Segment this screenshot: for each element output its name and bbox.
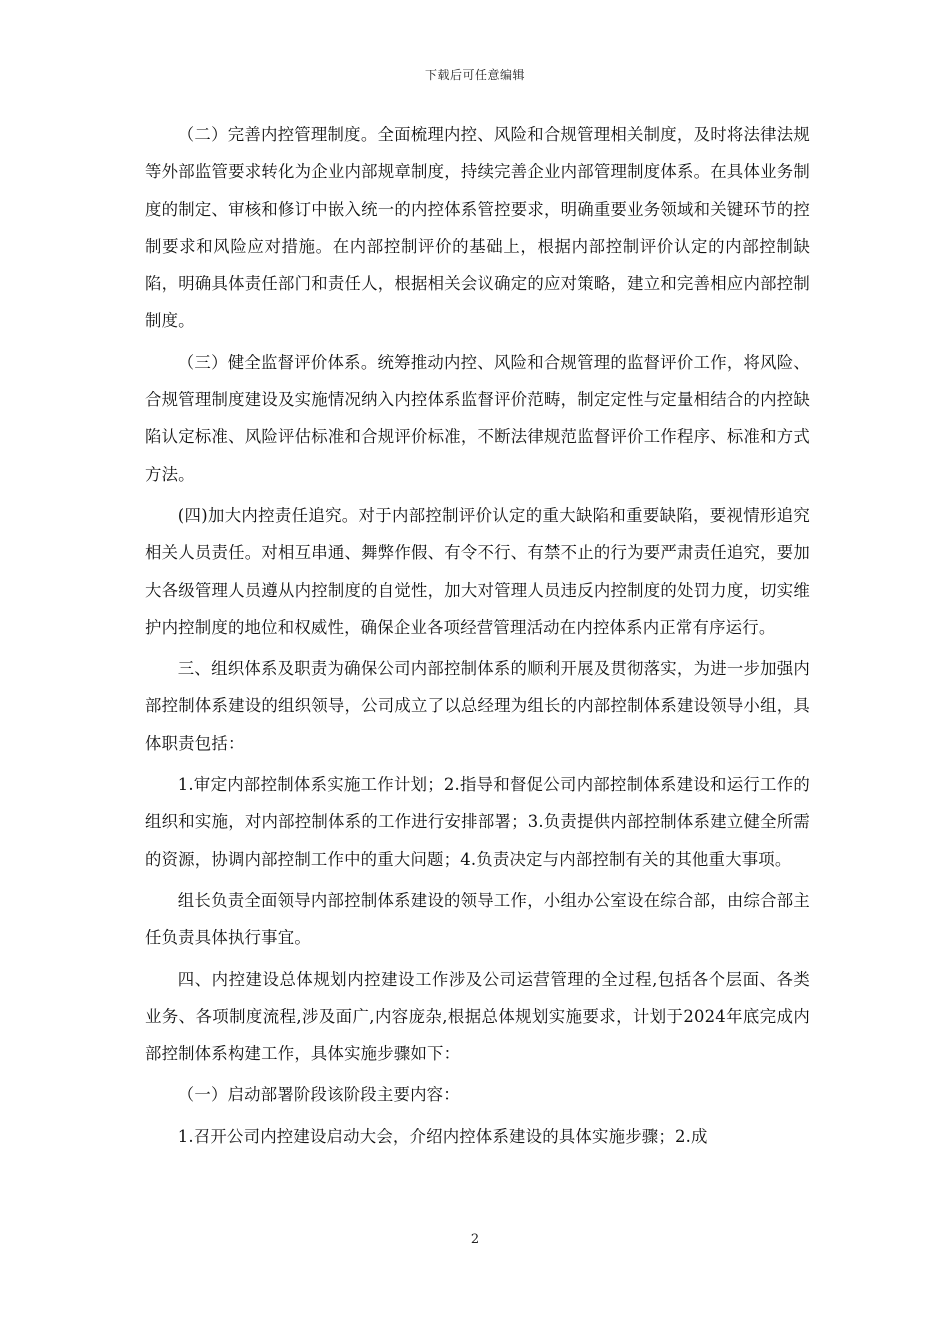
paragraph-supervision-evaluation-system: （三）健全监督评价体系。统筹推动内控、风险和合规管理的监督评价工作，将风险、合规管理制度建设及实施情况纳入内控体系监督评价范畴，制定定性与定量相结合的内控缺陷认定标准、风险评估标准和合规评价标准，不断法律规范监督评价工作程序、标准和方式方法。 xyxy=(145,352,810,484)
paragraph-launch-phase: （一）启动部署阶段该阶段主要内容： xyxy=(177,1085,460,1105)
paragraph-overall-plan: 四、内控建设总体规划内控建设工作涉及公司运营管理的全过程,包括各个层面、各类业务、各项制度流程,涉及面广,内容庞杂,根据总体规划实施要求，计划于2024年底完成内部控制体系构建工作，具体实施步骤如下： xyxy=(145,969,810,1064)
paragraph-responsibilities-list: 1.审定内部控制体系实施工作计划；2.指导和督促公司内部控制体系建设和运行工作的组织和实施，对内部控制体系的工作进行安排部署；3.负责提供内部控制体系建立健全所需的资源，协调内部控制工作中的重大问题；4.负责决定与内部控制有关的其他重大事项。 xyxy=(145,775,810,869)
paragraph-organization-structure: 三、组织体系及职责为确保公司内部控制体系的顺利开展及贯彻落实，为进一步加强内部控制体系建设的组织领导，公司成立了以总经理为组长的内部控制体系建设领导小组，具体职责包括： xyxy=(145,659,810,753)
page-number: 2 xyxy=(470,1232,480,1247)
paragraph-team-leader: 组长负责全面领导内部控制体系建设的领导工作，小组办公室设在综合部，由综合部主任负责具体执行事宜。 xyxy=(145,890,810,948)
document-body xyxy=(145,116,810,1159)
paragraph-improve-internal-control-system: （二）完善内控管理制度。全面梳理内控、风险和合规管理相关制度，及时将法律法规等外部监管要求转化为企业内部规章制度，持续完善企业内部管理制度体系。在具体业务制度的制定、审核和修订中嵌入统一的内控体系管控要求，明确重要业务领域和关键环节的控制要求和风险应对措施。在内部控制评价的基础上，根据内部控制评价认定的内部控制缺陷，明确具体责任部门和责任人，根据相关会议确定的应对策略，建立和完善相应内部控制制度。 xyxy=(145,125,810,331)
paragraph-launch-steps: 1.召开公司内控建设启动大会，介绍内控体系建设的具体实施步骤；2.成 xyxy=(177,1126,708,1146)
paragraph-accountability: (四)加大内控责任追究。对于内部控制评价认定的重大缺陷和重要缺陷，要视情形追究相关人员责任。对相互串通、舞弊作假、有令不行、有禁不止的行为要严肃责任追究，要加大各级管理人员遵从内控制度的自觉性，加大对管理人员违反内控制度的处罚力度，切实维护内控制度的地位和权威性，确保企业各项经营管理活动在内控体系内正常有序运行。 xyxy=(145,505,810,637)
page-header: 下载后可任意编辑 xyxy=(424,68,525,82)
